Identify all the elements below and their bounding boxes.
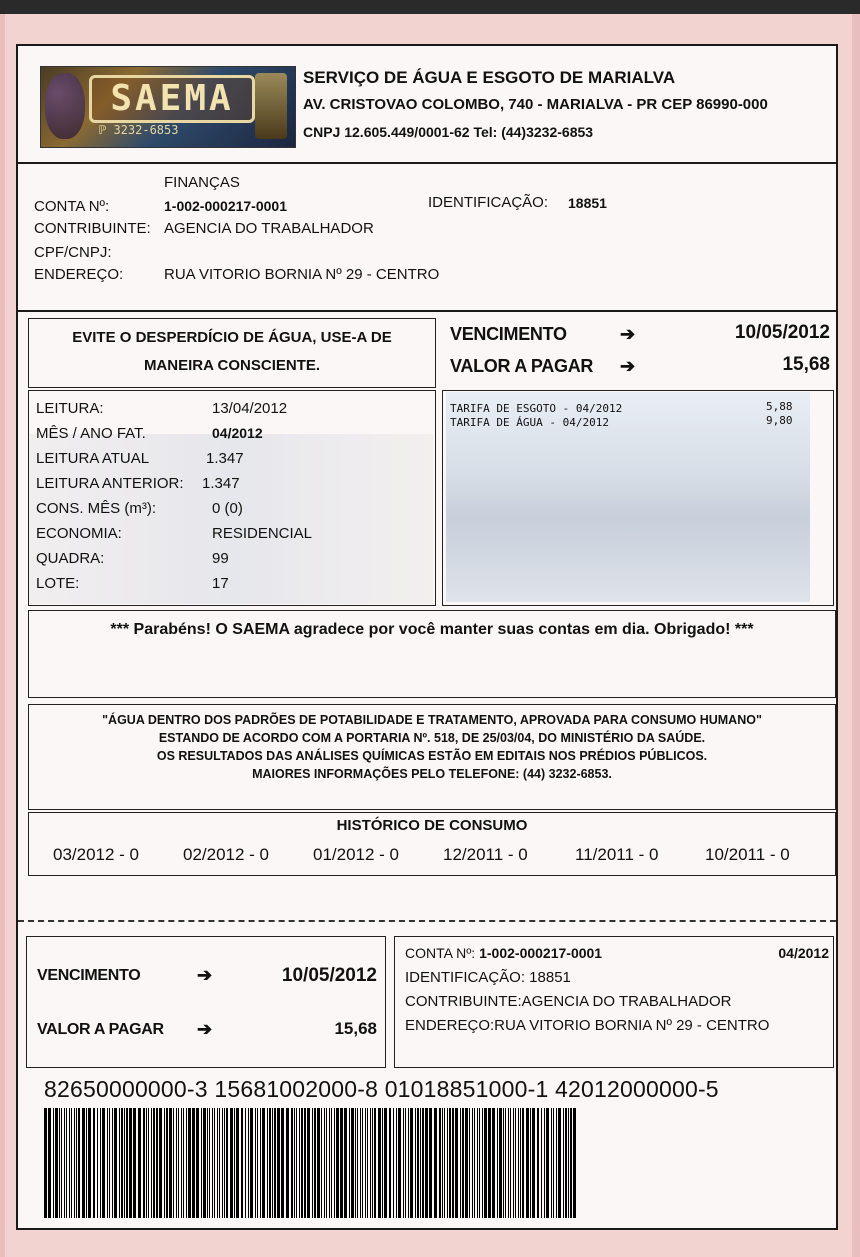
- barcode-bar: [74, 1108, 75, 1218]
- barcode-bar: [262, 1108, 265, 1218]
- quality-line: ESTANDO DE ACORDO COM A PORTARIA Nº. 518, DE 25/03/04, DO MINISTÉRIO DA SAÚDE.: [158, 731, 706, 745]
- reading-row-value: 17: [212, 575, 229, 592]
- barcode-bar: [64, 1108, 65, 1218]
- reading-row-value: 1.347: [202, 475, 240, 492]
- barcode-bar: [455, 1108, 458, 1218]
- arrow-icon: ➔: [197, 1019, 213, 1039]
- barcode-bar: [530, 1108, 531, 1218]
- barcode-bar: [59, 1108, 60, 1218]
- barcode-bar: [469, 1108, 470, 1218]
- barcode-bar: [48, 1108, 51, 1218]
- barcode-bar: [360, 1108, 361, 1218]
- stub-conta: [405, 945, 602, 961]
- barcode-bar: [452, 1108, 454, 1218]
- amount-value: 15,68: [782, 354, 830, 375]
- barcode-bar: [78, 1108, 80, 1218]
- tear-off-line: [18, 920, 836, 922]
- barcode-bar: [219, 1108, 220, 1218]
- barcode-bar: [497, 1108, 498, 1218]
- barcode-bar: [169, 1108, 172, 1218]
- stub-reference: 04/2012: [778, 945, 829, 961]
- barcode-bar: [317, 1108, 320, 1218]
- barcode-bar: [477, 1108, 478, 1218]
- barcode-bar: [291, 1108, 293, 1218]
- barcode-bar: [207, 1108, 208, 1218]
- stub-due-value: 10/05/2012: [281, 965, 377, 986]
- barcode-bar: [100, 1108, 101, 1218]
- barcode-bar: [102, 1108, 105, 1218]
- barcode-bar: [109, 1108, 110, 1218]
- barcode-bar: [410, 1108, 413, 1218]
- reading-row-value: RESIDENCIAL: [212, 525, 313, 542]
- barcode-bar: [326, 1108, 327, 1218]
- tariff-value: 9,80: [766, 414, 793, 427]
- barcode-bar: [556, 1108, 557, 1218]
- divider: [18, 310, 836, 312]
- barcode-bar: [492, 1108, 495, 1218]
- barcode-bar: [212, 1108, 213, 1218]
- barcode-bar: [415, 1108, 416, 1218]
- barcode-bar: [515, 1108, 516, 1218]
- barcode-bar: [442, 1108, 443, 1218]
- water-bill: [16, 44, 838, 1230]
- history-item: 01/2012 - 0: [313, 845, 400, 864]
- barcode-bar: [382, 1108, 383, 1218]
- stub-amount-value: 15,68: [334, 1019, 377, 1038]
- water-tap-icon: [255, 73, 287, 139]
- barcode-bar: [508, 1108, 509, 1218]
- barcode-bar: [86, 1108, 87, 1218]
- barcode-bar: [510, 1108, 511, 1218]
- barcode-bar: [107, 1108, 108, 1218]
- barcode-bar: [226, 1108, 228, 1218]
- barcode-bar: [329, 1108, 330, 1218]
- barcode-bar: [222, 1108, 223, 1218]
- barcode-bar: [192, 1108, 195, 1218]
- barcode-bar: [257, 1108, 258, 1218]
- barcode-bar: [565, 1108, 567, 1218]
- barcode-bar: [357, 1108, 358, 1218]
- barcode-bar: [178, 1108, 179, 1218]
- barcode-bar: [422, 1108, 424, 1218]
- barcode-bar: [351, 1108, 354, 1218]
- barcode-bar: [294, 1108, 295, 1218]
- barcode-bar: [146, 1108, 147, 1218]
- barcode-bar: [434, 1108, 437, 1218]
- barcode-bar: [321, 1108, 322, 1218]
- stub-due-box: [26, 936, 386, 1068]
- barcode-bar: [532, 1108, 535, 1218]
- endereco-label: ENDEREÇO:: [34, 266, 124, 283]
- barcode-digits: 82650000000-3 15681002000-8 01018851000-1 42012000000-5: [44, 1076, 719, 1102]
- barcode-bar: [396, 1108, 397, 1218]
- barcode-bar: [336, 1108, 339, 1218]
- reading-row-label: ECONOMIA:: [36, 525, 122, 542]
- stub-due-label: VENCIMENTO: [37, 967, 141, 984]
- stub-conta-label: CONTA Nº:: [405, 945, 476, 961]
- thank-you-message: *** Parabéns! O SAEMA agradece por você manter suas contas em dia. Obrigado! ***: [110, 621, 754, 638]
- barcode-bar: [551, 1108, 552, 1218]
- barcode-bar: [389, 1108, 391, 1218]
- barcode-bar: [267, 1108, 268, 1218]
- barcode-bar: [173, 1108, 174, 1218]
- barcode-bar: [299, 1108, 300, 1218]
- barcode-bar: [370, 1108, 371, 1218]
- barcode-bar: [324, 1108, 325, 1218]
- barcode-bar: [114, 1108, 117, 1218]
- barcode-bar: [546, 1108, 549, 1218]
- barcode-bar: [349, 1108, 350, 1218]
- reading-row-value: 0 (0): [212, 500, 243, 517]
- barcode-bar: [69, 1108, 70, 1218]
- barcode-bar: [420, 1108, 421, 1218]
- barcode-bar: [372, 1108, 373, 1218]
- reading-row-label: LEITURA ANTERIOR:: [36, 475, 184, 492]
- barcode-bar: [112, 1108, 113, 1218]
- due-date-label: VENCIMENTO: [450, 324, 567, 344]
- barcode-bar: [272, 1108, 273, 1218]
- barcode-bar: [245, 1108, 246, 1218]
- barcode-bar: [274, 1108, 276, 1218]
- barcode-bar: [143, 1108, 145, 1218]
- barcode-bar: [425, 1108, 428, 1218]
- barcode-bar: [250, 1108, 253, 1218]
- barcode-bar: [355, 1108, 356, 1218]
- barcode-bar: [522, 1108, 524, 1218]
- ident-value: 18851: [568, 195, 607, 211]
- barcode-bar: [55, 1108, 58, 1218]
- barcode-bar: [568, 1108, 569, 1218]
- barcode-bar: [488, 1108, 491, 1218]
- history-item: 03/2012 - 0: [53, 845, 140, 864]
- history-item: 12/2011 - 0: [443, 845, 528, 864]
- barcode: [44, 1108, 582, 1218]
- barcode-bar: [307, 1108, 310, 1218]
- barcode-bar: [520, 1108, 521, 1218]
- barcode-bar: [196, 1108, 199, 1218]
- barcode-bar: [156, 1108, 158, 1218]
- barcode-bar: [61, 1108, 62, 1218]
- barcode-bar: [499, 1108, 502, 1218]
- notice-line-1: EVITE O DESPERDÍCIO DE ÁGUA, USE-A DE: [72, 329, 392, 346]
- barcode-bar: [129, 1108, 132, 1218]
- barcode-bar: [234, 1108, 235, 1218]
- barcode-bar: [230, 1108, 233, 1218]
- barcode-bar: [181, 1108, 182, 1218]
- reading-row-label: LEITURA ATUAL: [36, 450, 150, 467]
- stub-endereco: ENDEREÇO:RUA VITORIO BORNIA Nº 29 - CENTRO: [405, 1017, 770, 1034]
- arrow-icon: ➔: [197, 965, 213, 985]
- stub-contrib: CONTRIBUINTE:AGENCIA DO TRABALHADOR: [405, 993, 732, 1010]
- barcode-bar: [526, 1108, 529, 1218]
- barcode-bar: [176, 1108, 177, 1218]
- barcode-bar: [121, 1108, 123, 1218]
- barcode-bar: [537, 1108, 539, 1218]
- barcode-bar: [159, 1108, 162, 1218]
- quality-box: [28, 704, 836, 810]
- barcode-bar: [304, 1108, 306, 1218]
- quality-line: MAIORES INFORMAÇÕES PELO TELEFONE: (44) 3232-6853.: [252, 767, 612, 781]
- reading-row-value: 99: [212, 550, 229, 567]
- barcode-bar: [558, 1108, 561, 1218]
- barcode-bar: [518, 1108, 519, 1218]
- barcode-bar: [314, 1108, 316, 1218]
- barcode-bar: [255, 1108, 256, 1218]
- barcode-bar: [573, 1108, 576, 1218]
- barcode-bar: [217, 1108, 218, 1218]
- stub-conta-value: 1-002-000217-0001: [479, 945, 603, 961]
- barcode-bar: [449, 1108, 451, 1218]
- arrow-icon: ➔: [620, 324, 636, 344]
- barcode-bar: [331, 1108, 332, 1218]
- barcode-bar: [472, 1108, 473, 1218]
- barcode-bar: [513, 1108, 514, 1218]
- barcode-bar: [301, 1108, 303, 1218]
- tariff-value: 5,88: [766, 400, 793, 413]
- barcode-bar: [124, 1108, 125, 1218]
- history-item: 10/2011 - 0: [705, 845, 790, 864]
- cpf-label: CPF/CNPJ:: [34, 244, 112, 261]
- barcode-bar: [76, 1108, 77, 1218]
- quality-line: "ÁGUA DENTRO DOS PADRÕES DE POTABILIDADE E TRATAMENTO, APROVADA PARA CONSUMO HUMANO": [102, 713, 762, 727]
- barcode-bar: [260, 1108, 261, 1218]
- section-label: FINANÇAS: [164, 174, 240, 191]
- barcode-bar: [479, 1108, 480, 1218]
- barcode-bar: [82, 1108, 85, 1218]
- barcode-bar: [183, 1108, 184, 1218]
- barcode-bar: [563, 1108, 564, 1218]
- barcode-bar: [544, 1108, 545, 1218]
- barcode-bar: [186, 1108, 187, 1218]
- barcode-bar: [151, 1108, 152, 1218]
- barcode-bar: [408, 1108, 409, 1218]
- barcode-bar: [460, 1108, 461, 1218]
- barcode-bar: [505, 1108, 506, 1218]
- barcode-bar: [465, 1108, 468, 1218]
- barcode-bar: [203, 1108, 206, 1218]
- barcode-bar: [462, 1108, 464, 1218]
- stub-account-box: [394, 936, 834, 1068]
- reading-row-label: MÊS / ANO FAT.: [36, 425, 146, 442]
- barcode-bar: [126, 1108, 128, 1218]
- barcode-bar: [148, 1108, 149, 1218]
- barcode-bar: [166, 1108, 168, 1218]
- notice-box: [28, 318, 436, 388]
- barcode-bar: [439, 1108, 441, 1218]
- conta-value: 1-002-000217-0001: [164, 198, 287, 214]
- stub-amount-label: VALOR A PAGAR: [37, 1021, 164, 1038]
- barcode-bar: [403, 1108, 404, 1218]
- barcode-bar: [334, 1108, 335, 1218]
- barcode-bar: [312, 1108, 313, 1218]
- org-cnpj-tel: CNPJ 12.605.449/0001-62 Tel: (44)3232-6853: [303, 124, 594, 140]
- barcode-bar: [236, 1108, 239, 1218]
- barcode-bar: [269, 1108, 271, 1218]
- barcode-bar: [484, 1108, 487, 1218]
- arrow-icon: ➔: [620, 356, 636, 376]
- barcode-bar: [384, 1108, 387, 1218]
- barcode-bar: [340, 1108, 343, 1218]
- barcode-bar: [367, 1108, 368, 1218]
- barcode-bar: [66, 1108, 67, 1218]
- stub-ident: IDENTIFICAÇÃO: 18851: [405, 969, 571, 986]
- contrib-value: AGENCIA DO TRABALHADOR: [164, 220, 374, 237]
- barcode-bar: [88, 1108, 91, 1218]
- divider: [18, 162, 836, 164]
- contrib-label: CONTRIBUINTE:: [34, 220, 151, 237]
- barcode-bar: [482, 1108, 483, 1218]
- barcode-bar: [286, 1108, 289, 1218]
- org-name: SERVIÇO DE ÁGUA E ESGOTO DE MARIALVA: [303, 68, 676, 87]
- barcode-bar: [153, 1108, 155, 1218]
- barcode-bar: [277, 1108, 280, 1218]
- barcode-bar: [53, 1108, 54, 1218]
- scan-right-edge: [852, 14, 860, 1257]
- barcode-bar: [214, 1108, 215, 1218]
- tariff-label: TARIFA DE ESGOTO - 04/2012: [450, 402, 623, 415]
- amount-label: VALOR A PAGAR: [450, 356, 594, 376]
- tariff-label: TARIFA DE ÁGUA - 04/2012: [450, 416, 609, 429]
- barcode-bar: [97, 1108, 98, 1218]
- reading-row-label: QUADRA:: [36, 550, 105, 567]
- reading-row-label: LEITURA:: [36, 400, 104, 417]
- barcode-bar: [209, 1108, 210, 1218]
- history-title: HISTÓRICO DE CONSUMO: [336, 817, 528, 834]
- history-item: 11/2011 - 0: [575, 845, 659, 864]
- barcode-bar: [248, 1108, 249, 1218]
- barcode-bar: [281, 1108, 284, 1218]
- barcode-bar: [429, 1108, 432, 1218]
- quality-line: OS RESULTADOS DAS ANÁLISES QUÍMICAS ESTÃO EM EDITAIS NOS PRÉDIOS PÚBLICOS.: [156, 749, 708, 763]
- barcode-bar: [93, 1108, 95, 1218]
- message-box: [28, 610, 836, 698]
- barcode-bar: [164, 1108, 165, 1218]
- logo-wordmark: SAEMA: [89, 75, 255, 123]
- barcode-bar: [138, 1108, 141, 1218]
- barcode-bar: [541, 1108, 542, 1218]
- history-item: 02/2012 - 0: [183, 845, 270, 864]
- barcode-bar: [393, 1108, 394, 1218]
- scan-top-border: [0, 0, 860, 14]
- barcode-bar: [201, 1108, 202, 1218]
- reading-box: [28, 390, 436, 606]
- barcode-bar: [553, 1108, 554, 1218]
- conta-label: CONTA Nº:: [34, 198, 110, 215]
- barcode-bar: [71, 1108, 72, 1218]
- barcode-bar: [188, 1108, 191, 1218]
- barcode-bar: [570, 1108, 572, 1218]
- barcode-bar: [374, 1108, 376, 1218]
- barcode-bar: [365, 1108, 366, 1218]
- grapes-icon: [45, 73, 85, 139]
- barcode-bar: [224, 1108, 225, 1218]
- barcode-bar: [447, 1108, 448, 1218]
- logo-phone: ℙ 3232-6853: [99, 123, 179, 137]
- ident-label: IDENTIFICAÇÃO:: [428, 194, 549, 211]
- barcode-bar: [44, 1108, 47, 1218]
- org-address: AV. CRISTOVAO COLOMBO, 740 - MARIALVA - PR CEP 86990-000: [303, 96, 768, 113]
- reading-row-value: 1.347: [206, 450, 244, 467]
- reading-row-value: 04/2012: [212, 425, 263, 441]
- reading-row-value: 13/04/2012: [212, 400, 288, 417]
- reading-row-label: LOTE:: [36, 575, 80, 592]
- barcode-bar: [296, 1108, 297, 1218]
- barcode-bar: [344, 1108, 347, 1218]
- scan-left-edge: [0, 14, 5, 1257]
- barcode-bar: [119, 1108, 120, 1218]
- reading-row-label: CONS. MÊS (m³):: [36, 500, 156, 517]
- barcode-bar: [378, 1108, 381, 1218]
- history-box: [28, 812, 836, 876]
- barcode-bar: [241, 1108, 243, 1218]
- endereco-value: RUA VITORIO BORNIA Nº 29 - CENTRO: [164, 266, 440, 283]
- due-date-value: 10/05/2012: [734, 322, 830, 343]
- notice-line-2: MANEIRA CONSCIENTE.: [143, 357, 321, 374]
- barcode-bar: [405, 1108, 406, 1218]
- barcode-bar: [503, 1108, 504, 1218]
- barcode-bar: [133, 1108, 136, 1218]
- barcode-bar: [444, 1108, 445, 1218]
- barcode-bar: [417, 1108, 419, 1218]
- barcode-bar: [362, 1108, 363, 1218]
- saema-logo: [40, 66, 296, 148]
- barcode-bar: [398, 1108, 401, 1218]
- barcode-bar: [474, 1108, 475, 1218]
